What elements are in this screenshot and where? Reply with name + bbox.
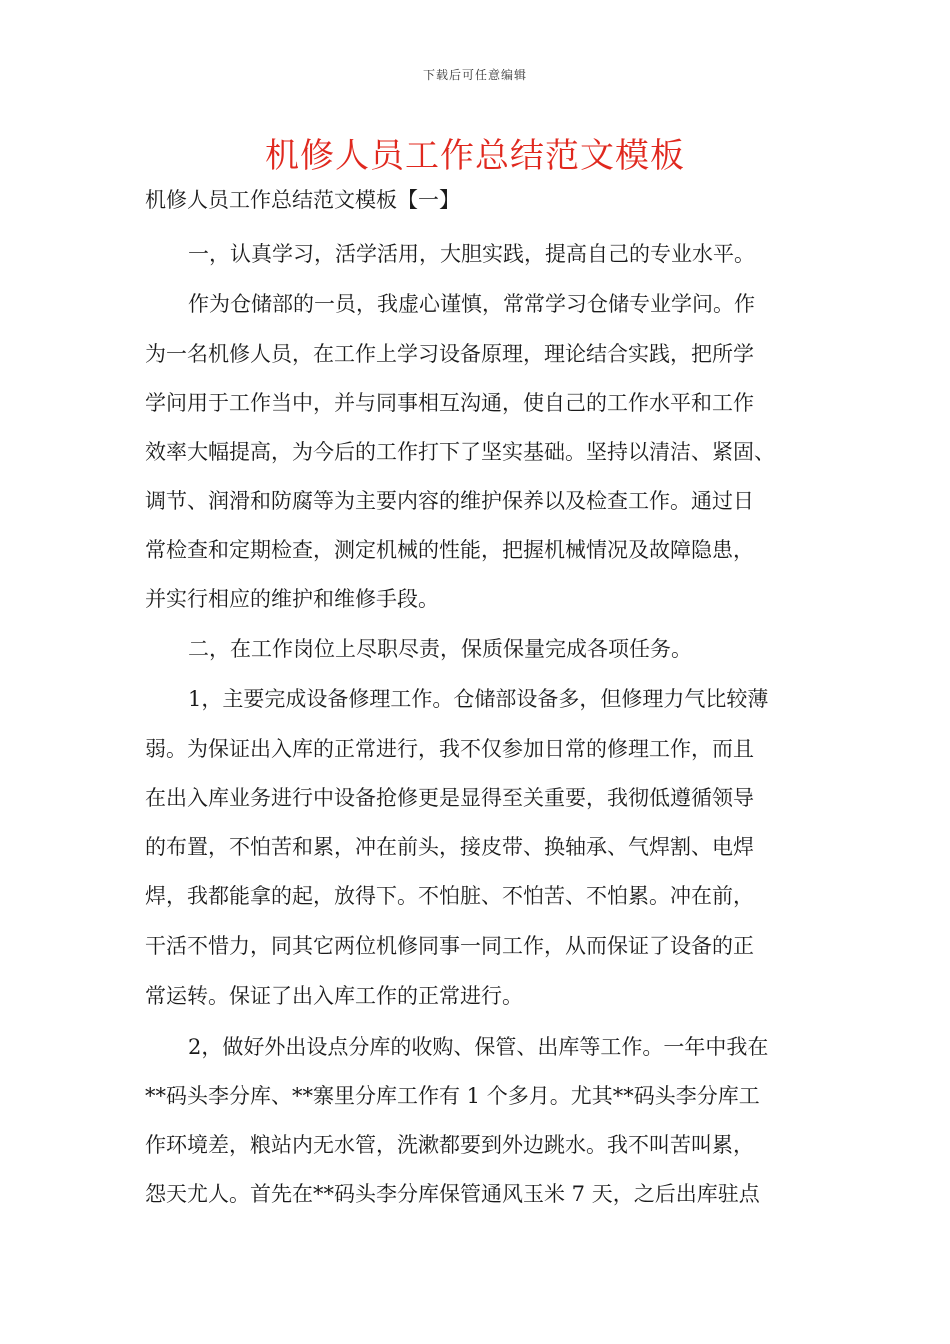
paragraph-line: 在出入库业务进行中设备抢修更是显得至关重要，我彻低遵循领导 bbox=[145, 786, 754, 810]
paragraph-line: 的布置，不怕苦和累，冲在前头，接皮带、换轴承、气焊割、电焊 bbox=[145, 835, 754, 859]
paragraph-line: 学问用于工作当中，并与同事相互沟通，使自己的工作水平和工作 bbox=[145, 391, 754, 415]
paragraph-line: **码头李分库、**寨里分库工作有 1 个多月。尤其**码头李分库工 bbox=[145, 1084, 760, 1108]
paragraph-line: 2，做好外出设点分库的收购、保管、出库等工作。一年中我在 bbox=[188, 1035, 769, 1059]
paragraph-line: 焊，我都能拿的起，放得下。不怕脏、不怕苦、不怕累。冲在前， bbox=[145, 884, 754, 908]
paragraph-line: 作环境差，粮站内无水管，洗漱都要到外边跳水。我不叫苦叫累， bbox=[145, 1133, 754, 1157]
paragraph-line: 为一名机修人员，在工作上学习设备原理，理论结合实践，把所学 bbox=[145, 342, 754, 366]
paragraph-line: 效率大幅提高，为今后的工作打下了坚实基础。坚持以清洁、紧固、 bbox=[145, 440, 775, 464]
paragraph-line: 常运转。保证了出入库工作的正常进行。 bbox=[145, 984, 523, 1008]
paragraph-line: 作为仓储部的一员，我虚心谨慎，常常学习仓储专业学问。作 bbox=[188, 292, 755, 316]
section-subtitle: 机修人员工作总结范文模板【一】 bbox=[145, 188, 460, 212]
paragraph-line: 怨天尤人。首先在**码头李分库保管通风玉米 7 天，之后出库驻点 bbox=[145, 1182, 760, 1206]
paragraph-line: 弱。为保证出入库的正常进行，我不仅参加日常的修理工作，而且 bbox=[145, 737, 754, 761]
paragraph-line: 一，认真学习，活学活用，大胆实践，提高自己的专业水平。 bbox=[188, 242, 755, 266]
paragraph-line: 干活不惜力，同其它两位机修同事一同工作，从而保证了设备的正 bbox=[145, 934, 754, 958]
header-note: 下载后可任意编辑 bbox=[422, 68, 527, 82]
paragraph-line: 常检查和定期检查，测定机械的性能，把握机械情况及故障隐患， bbox=[145, 538, 754, 562]
document-title: 机修人员工作总结范文模板 bbox=[265, 136, 685, 176]
paragraph-line: 1，主要完成设备修理工作。仓储部设备多，但修理力气比较薄 bbox=[188, 687, 769, 711]
paragraph-line: 二，在工作岗位上尽职尽责，保质保量完成各项任务。 bbox=[188, 637, 692, 661]
paragraph-line: 调节、润滑和防腐等为主要内容的维护保养以及检查工作。通过日 bbox=[145, 489, 754, 513]
paragraph-line: 并实行相应的维护和维修手段。 bbox=[145, 587, 439, 611]
